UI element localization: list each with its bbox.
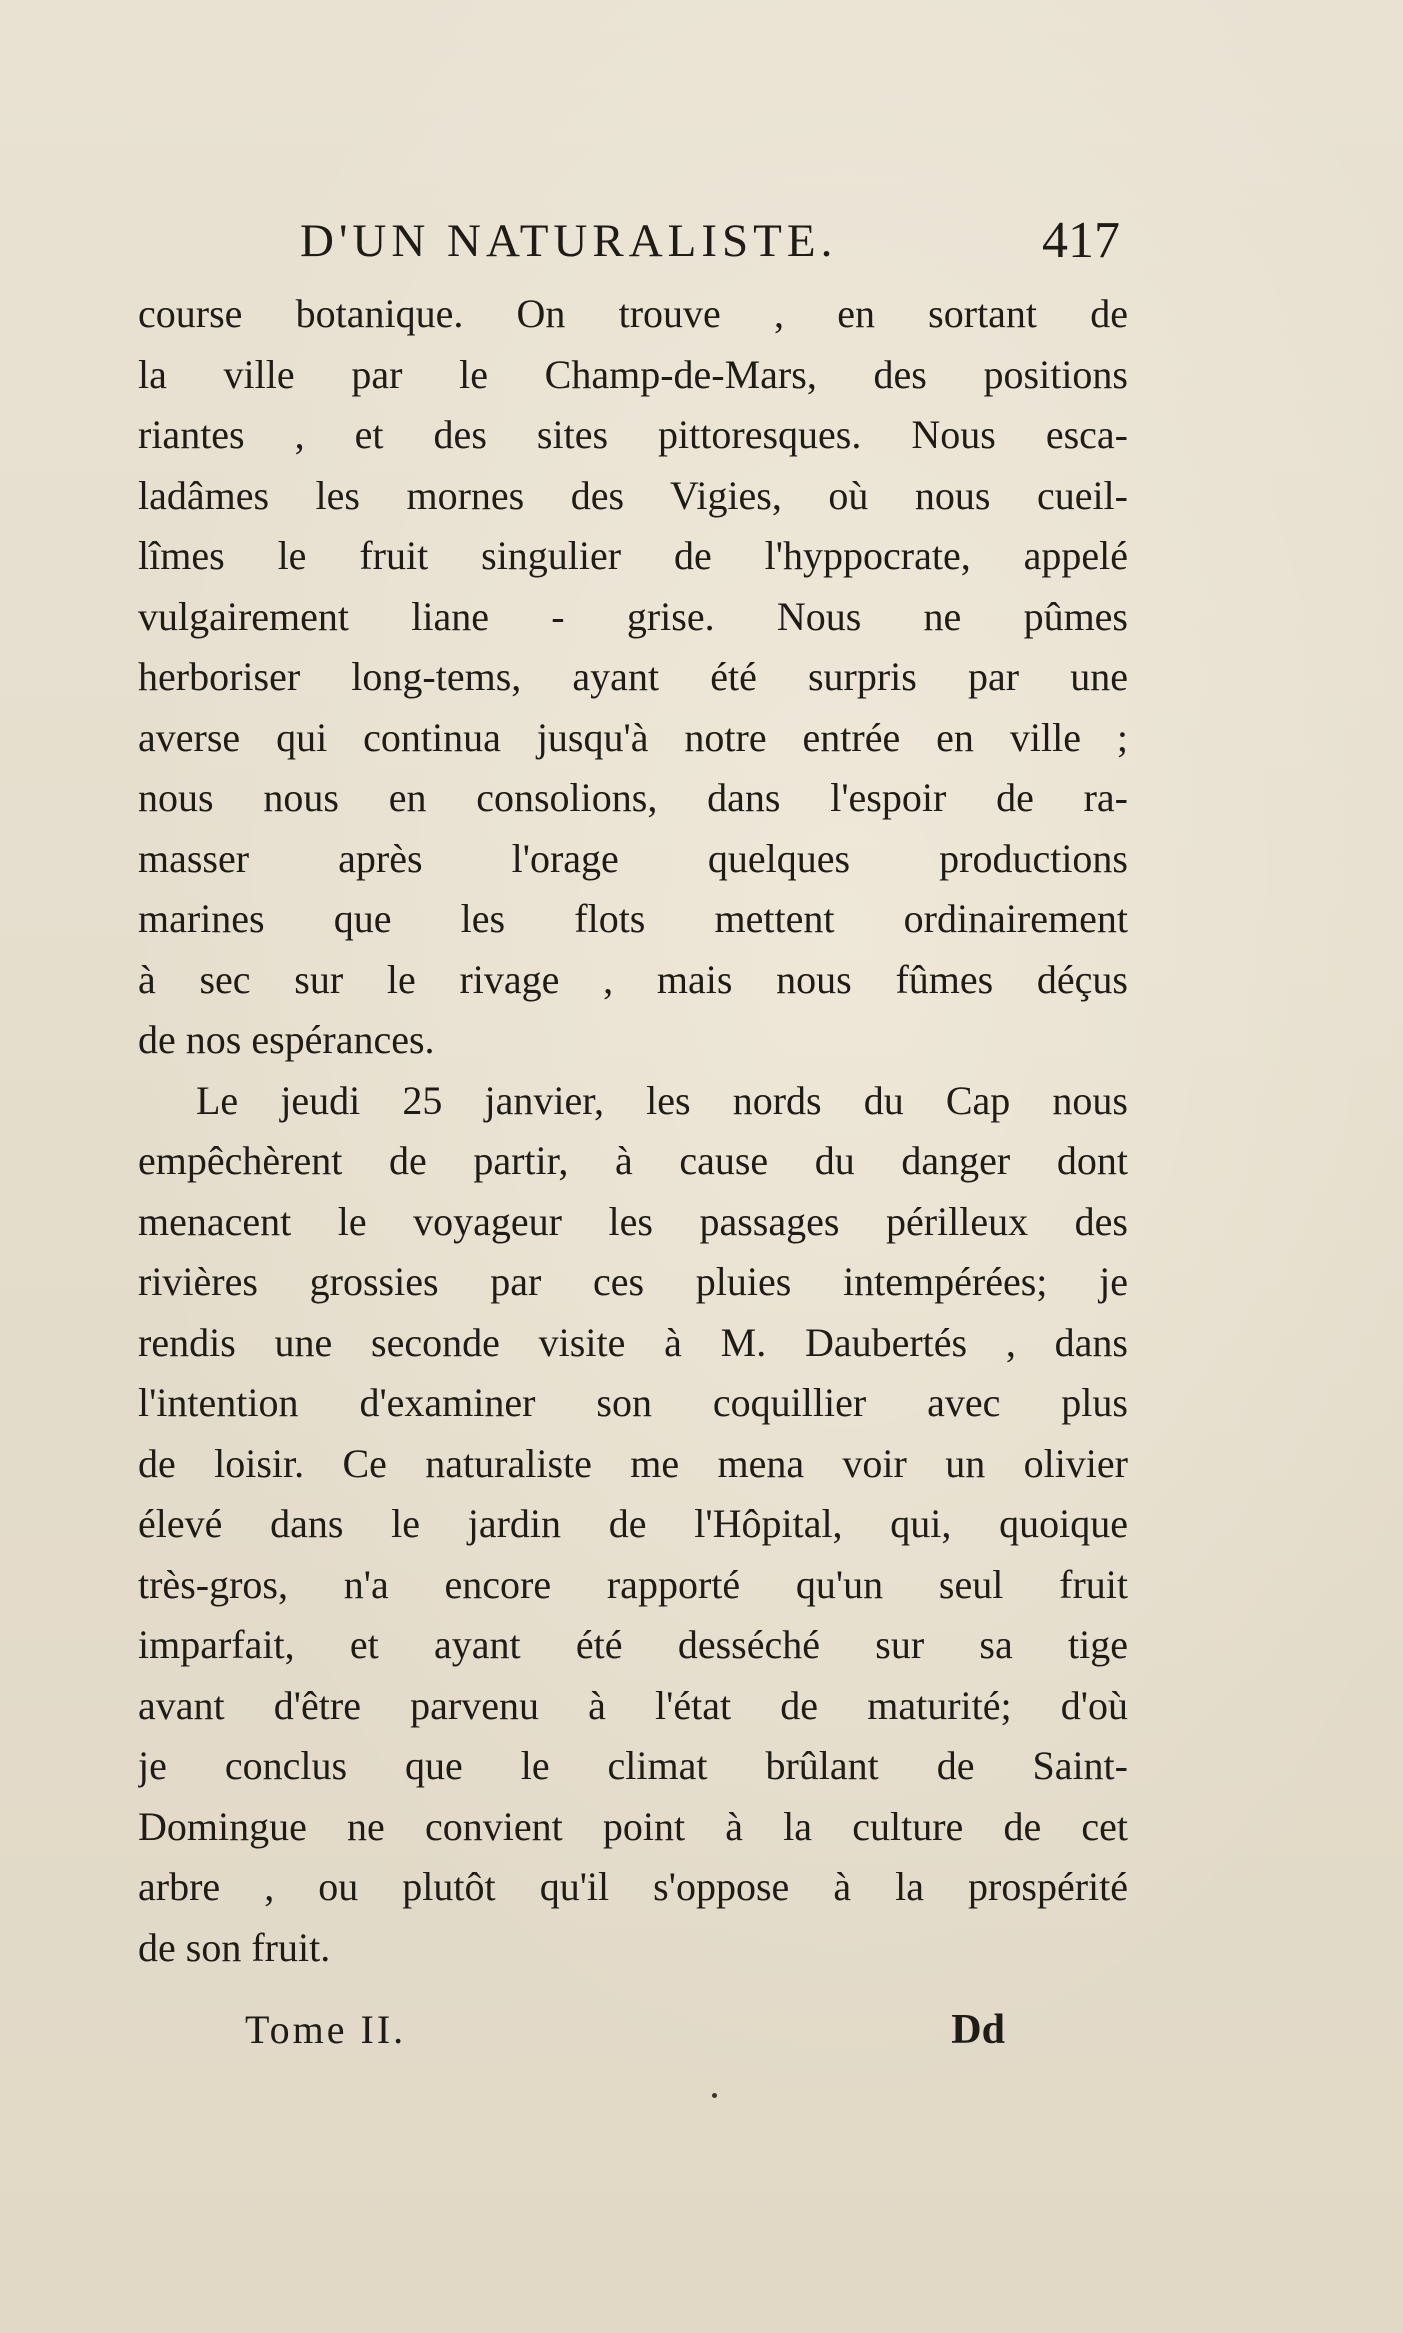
volume-label: Tome II. <box>245 2007 407 2052</box>
text-line: course botanique. On trouve , en sortant de <box>138 291 1128 336</box>
text-line: très-gros, n'a encore rapporté qu'un seul fruit <box>138 1561 1128 1607</box>
text-line: averse qui continua jusqu'à notre entrée en ville ; <box>138 714 1128 760</box>
text-line: rendis une seconde visite à M. Daubertés , dans <box>138 1319 1128 1365</box>
text-line: herboriser long-tems, ayant été surpris par une <box>138 654 1128 699</box>
signature-mark: Dd <box>951 2007 1005 2053</box>
text-line: menacent le voyageur les passages périlleux des <box>138 1198 1128 1244</box>
text-line: empêchèrent de partir, à cause du danger dont <box>138 1138 1128 1183</box>
text-line: nous nous en consolions, dans l'espoir de ra- <box>138 775 1128 820</box>
paragraph-start-line: Le jeudi 25 janvier, les nords du Cap nous <box>196 1077 1128 1123</box>
text-line: de loisir. Ce naturaliste me mena voir un olivier <box>138 1440 1128 1486</box>
text-line: élevé dans le jardin de l'Hôpital, qui, quoique <box>138 1501 1128 1546</box>
running-title: D'UN NATURALISTE. <box>300 215 838 267</box>
text-line: riantes , et des sites pittoresques. Nous esca- <box>138 412 1128 457</box>
body-text <box>138 284 1128 1978</box>
text-line: imparfait, et ayant été desséché sur sa tige <box>138 1622 1128 1667</box>
text-line: marines que les flots mettent ordinairement <box>138 896 1128 941</box>
text-line: vulgairement liane - grise. Nous ne pûmes <box>138 593 1128 639</box>
text-line: arbre , ou plutôt qu'il s'oppose à la prospérité <box>138 1864 1128 1909</box>
text-line: avant d'être parvenu à l'état de maturité; d'où <box>138 1682 1128 1728</box>
page-number: 417 <box>1042 212 1120 269</box>
text-line: ladâmes les mornes des Vigies, où nous cueil- <box>138 472 1128 518</box>
text-line: je conclus que le climat brûlant de Saint- <box>138 1743 1128 1788</box>
ink-speck <box>712 2093 717 2098</box>
text-line: masser après l'orage quelques productions <box>138 835 1128 881</box>
text-line: la ville par le Champ-de-Mars, des positions <box>138 351 1128 397</box>
paragraph-end-line: de son fruit. <box>138 1924 331 1970</box>
text-line: l'intention d'examiner son coquillier avec plus <box>138 1380 1128 1425</box>
paragraph-end-line: de nos espérances. <box>138 1017 435 1062</box>
text-line: Domingue ne convient point à la culture de cet <box>138 1803 1128 1849</box>
text-line: rivières grossies par ces pluies intempérées; je <box>138 1259 1128 1304</box>
text-line: à sec sur le rivage , mais nous fûmes déçus <box>138 956 1128 1002</box>
page-footer <box>245 1995 1005 2065</box>
page-header <box>300 206 1120 276</box>
text-line: lîmes le fruit singulier de l'hyppocrate, appelé <box>138 533 1128 578</box>
